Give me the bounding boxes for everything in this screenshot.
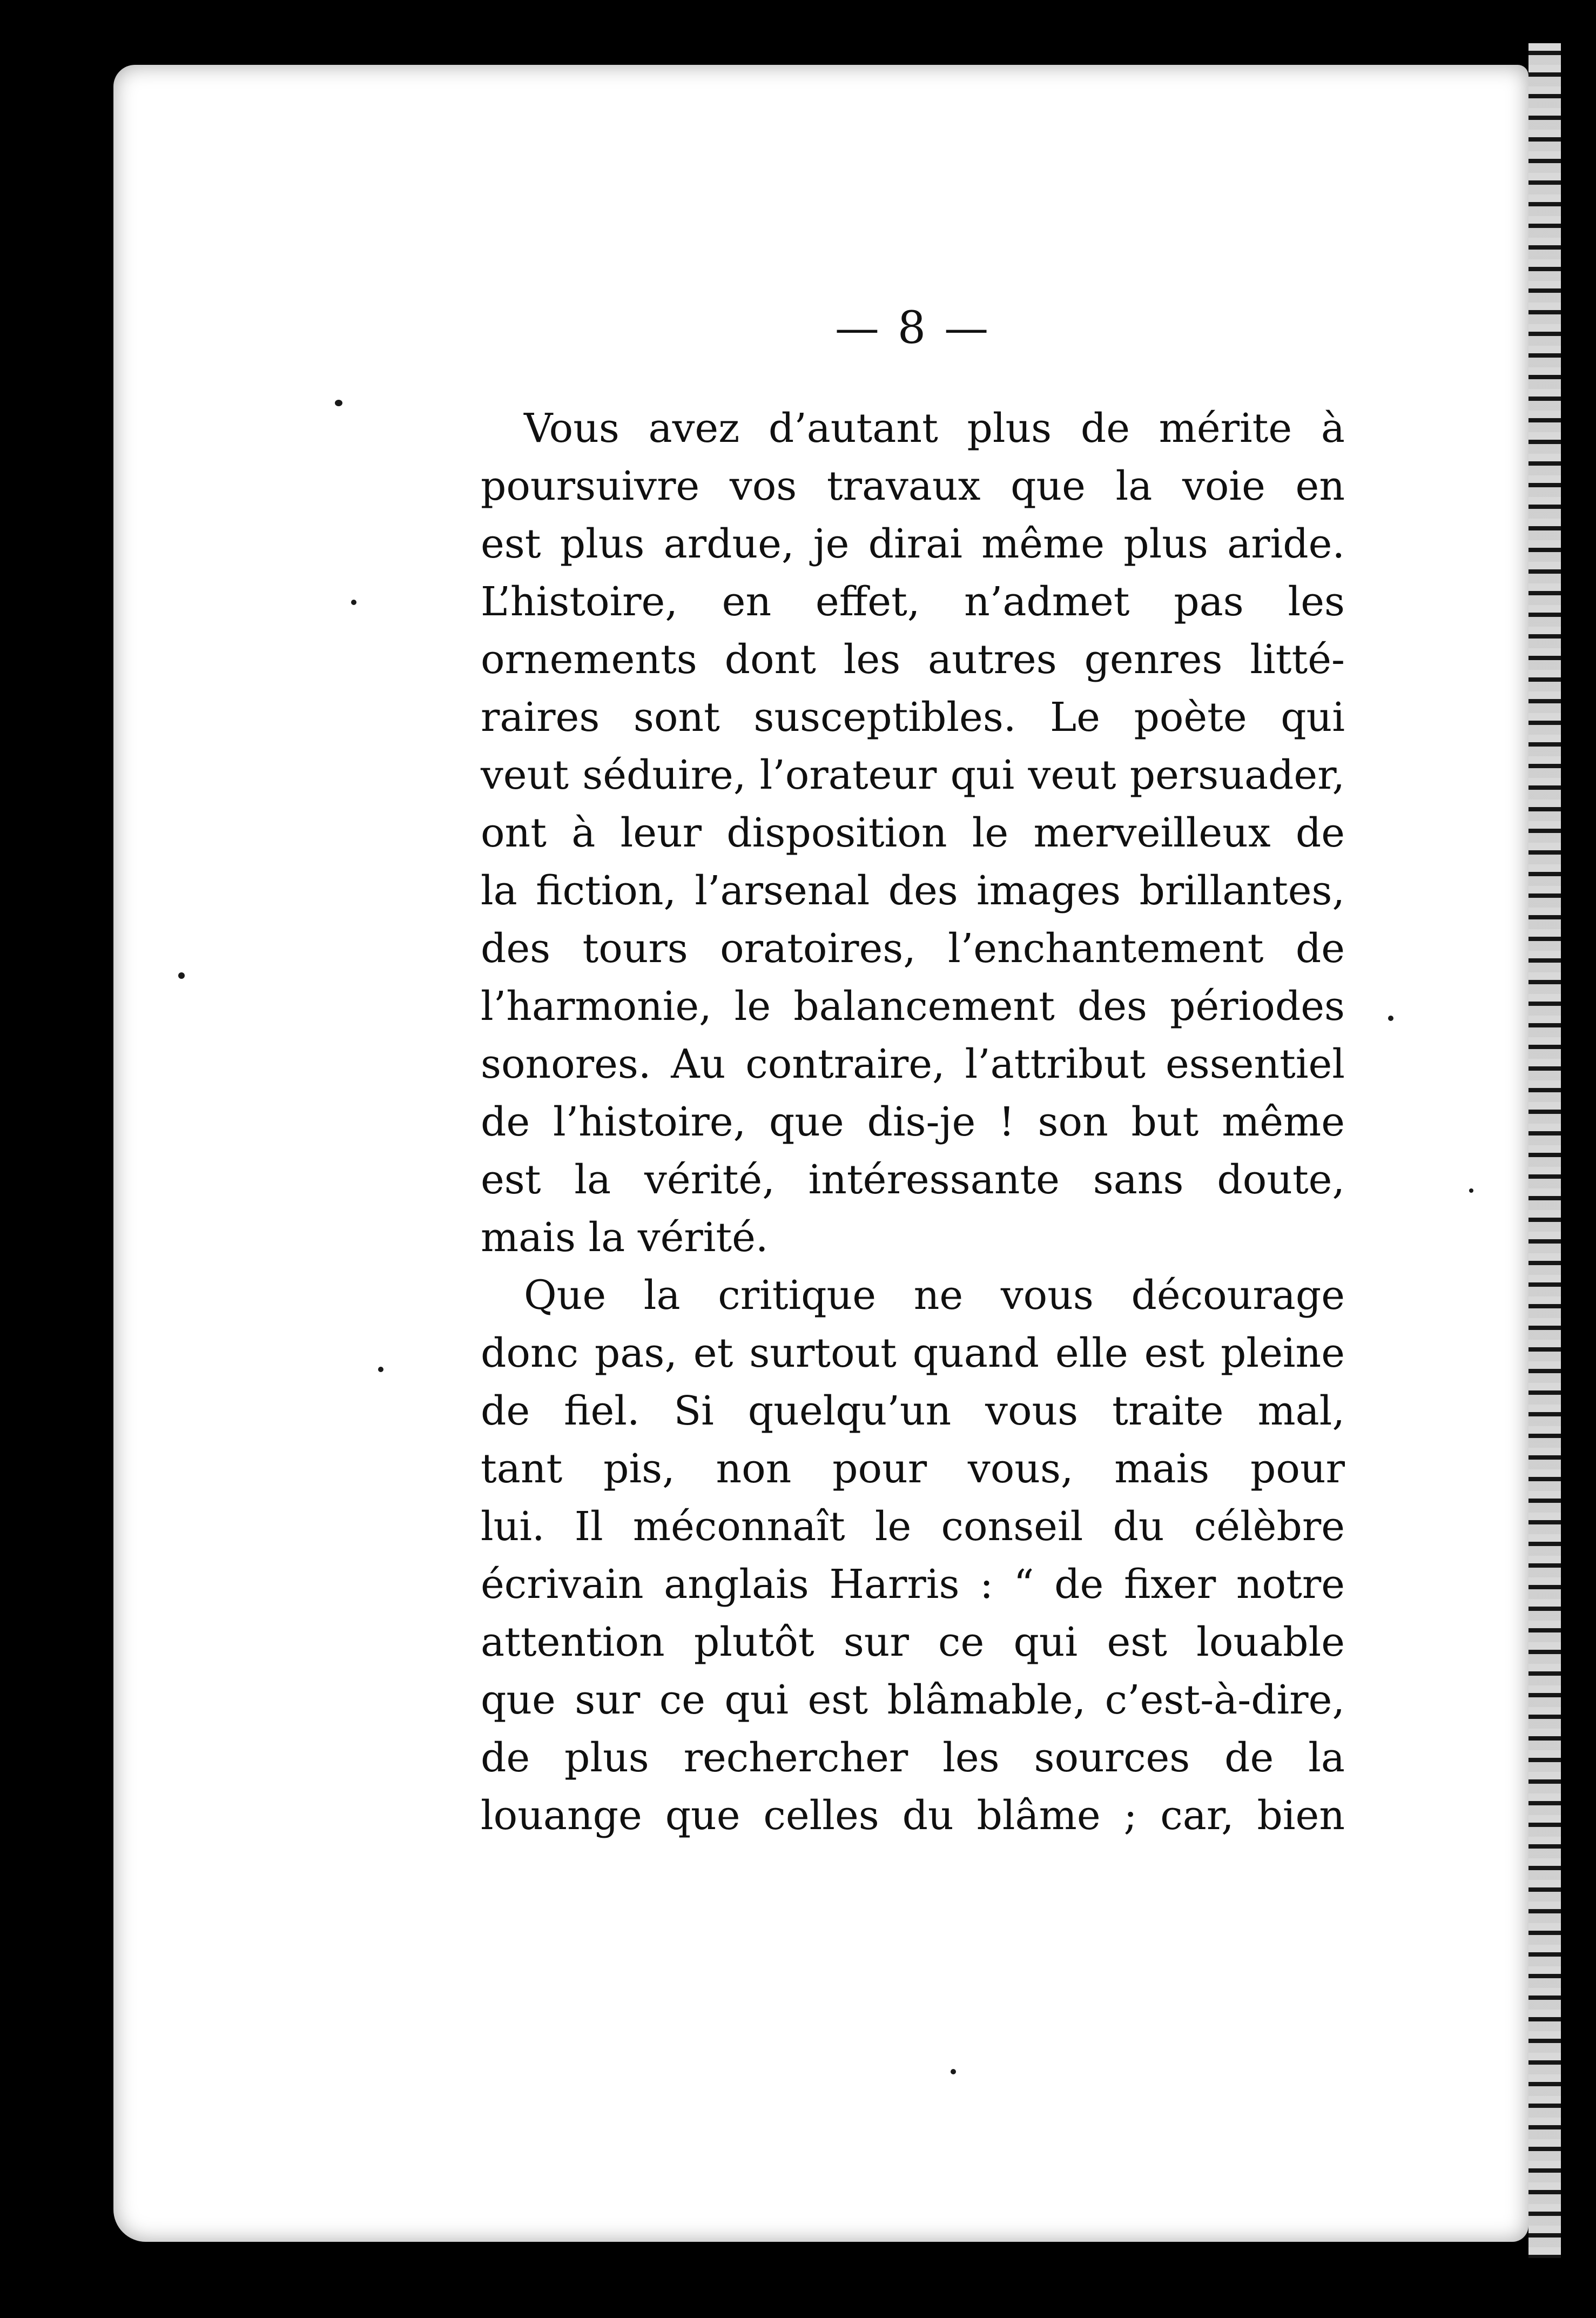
text-line: louange que celles du blâme ; car, bien <box>481 1792 1345 1839</box>
print-speck <box>378 1367 383 1372</box>
text-line: donc pas, et surtout quand elle est pleine <box>481 1330 1345 1376</box>
text-line: des tours oratoires, l’enchantement de <box>481 925 1345 972</box>
text-line: L’histoire, en effet, n’admet pas les <box>481 579 1345 625</box>
text-line: de fiel. Si quelqu’un vous traite mal, <box>481 1388 1345 1434</box>
paragraph-2 <box>481 1267 1345 1845</box>
page-edge <box>1528 43 1561 2258</box>
text-line: poursuivre vos travaux que la voie en <box>481 463 1345 509</box>
text-line: l’harmonie, le balancement des périodes <box>481 983 1345 1030</box>
text-line: tant pis, non pour vous, mais pour <box>481 1446 1345 1492</box>
print-speck <box>951 2069 956 2074</box>
text-line: de l’histoire, que dis-je ! son but même <box>481 1099 1345 1145</box>
text-line: est plus ardue, je dirai même plus aride. <box>481 521 1345 567</box>
print-speck <box>178 972 185 979</box>
page-number: — 8 — <box>834 303 991 354</box>
text-line: écrivain anglais Harris : “ de fixer notre <box>481 1561 1345 1608</box>
print-speck <box>1469 1188 1473 1193</box>
text-line: Vous avez d’autant plus de mérite à <box>524 405 1345 452</box>
text-line: est la vérité, intéressante sans doute, <box>481 1157 1345 1203</box>
text-line: ornements dont les autres genres litté- <box>481 636 1345 683</box>
text-line: lui. Il méconnaît le conseil du célèbre <box>481 1503 1345 1550</box>
text-line: de plus rechercher les sources de la <box>481 1735 1345 1781</box>
body-text <box>481 400 1345 1845</box>
text-line: que sur ce qui est blâmable, c’est-à-dire, <box>481 1677 1345 1723</box>
text-line: veut séduire, l’orateur qui veut persuader, <box>481 752 1345 798</box>
text-line: Que la critique ne vous décourage <box>524 1272 1345 1319</box>
text-line: attention plutôt sur ce qui est louable <box>481 1619 1345 1665</box>
text-line: ont à leur disposition le merveilleux de <box>481 810 1345 856</box>
text-line: la fiction, l’arsenal des images brillantes, <box>481 868 1345 914</box>
print-speck <box>335 400 342 406</box>
text-line: mais la vérité. <box>481 1214 769 1261</box>
text-line: raires sont susceptibles. Le poète qui <box>481 694 1345 741</box>
print-speck <box>351 600 356 605</box>
text-line: sonores. Au contraire, l’attribut essentiel <box>481 1041 1345 1087</box>
print-speck <box>1388 1016 1393 1021</box>
paragraph-1 <box>481 400 1345 1267</box>
